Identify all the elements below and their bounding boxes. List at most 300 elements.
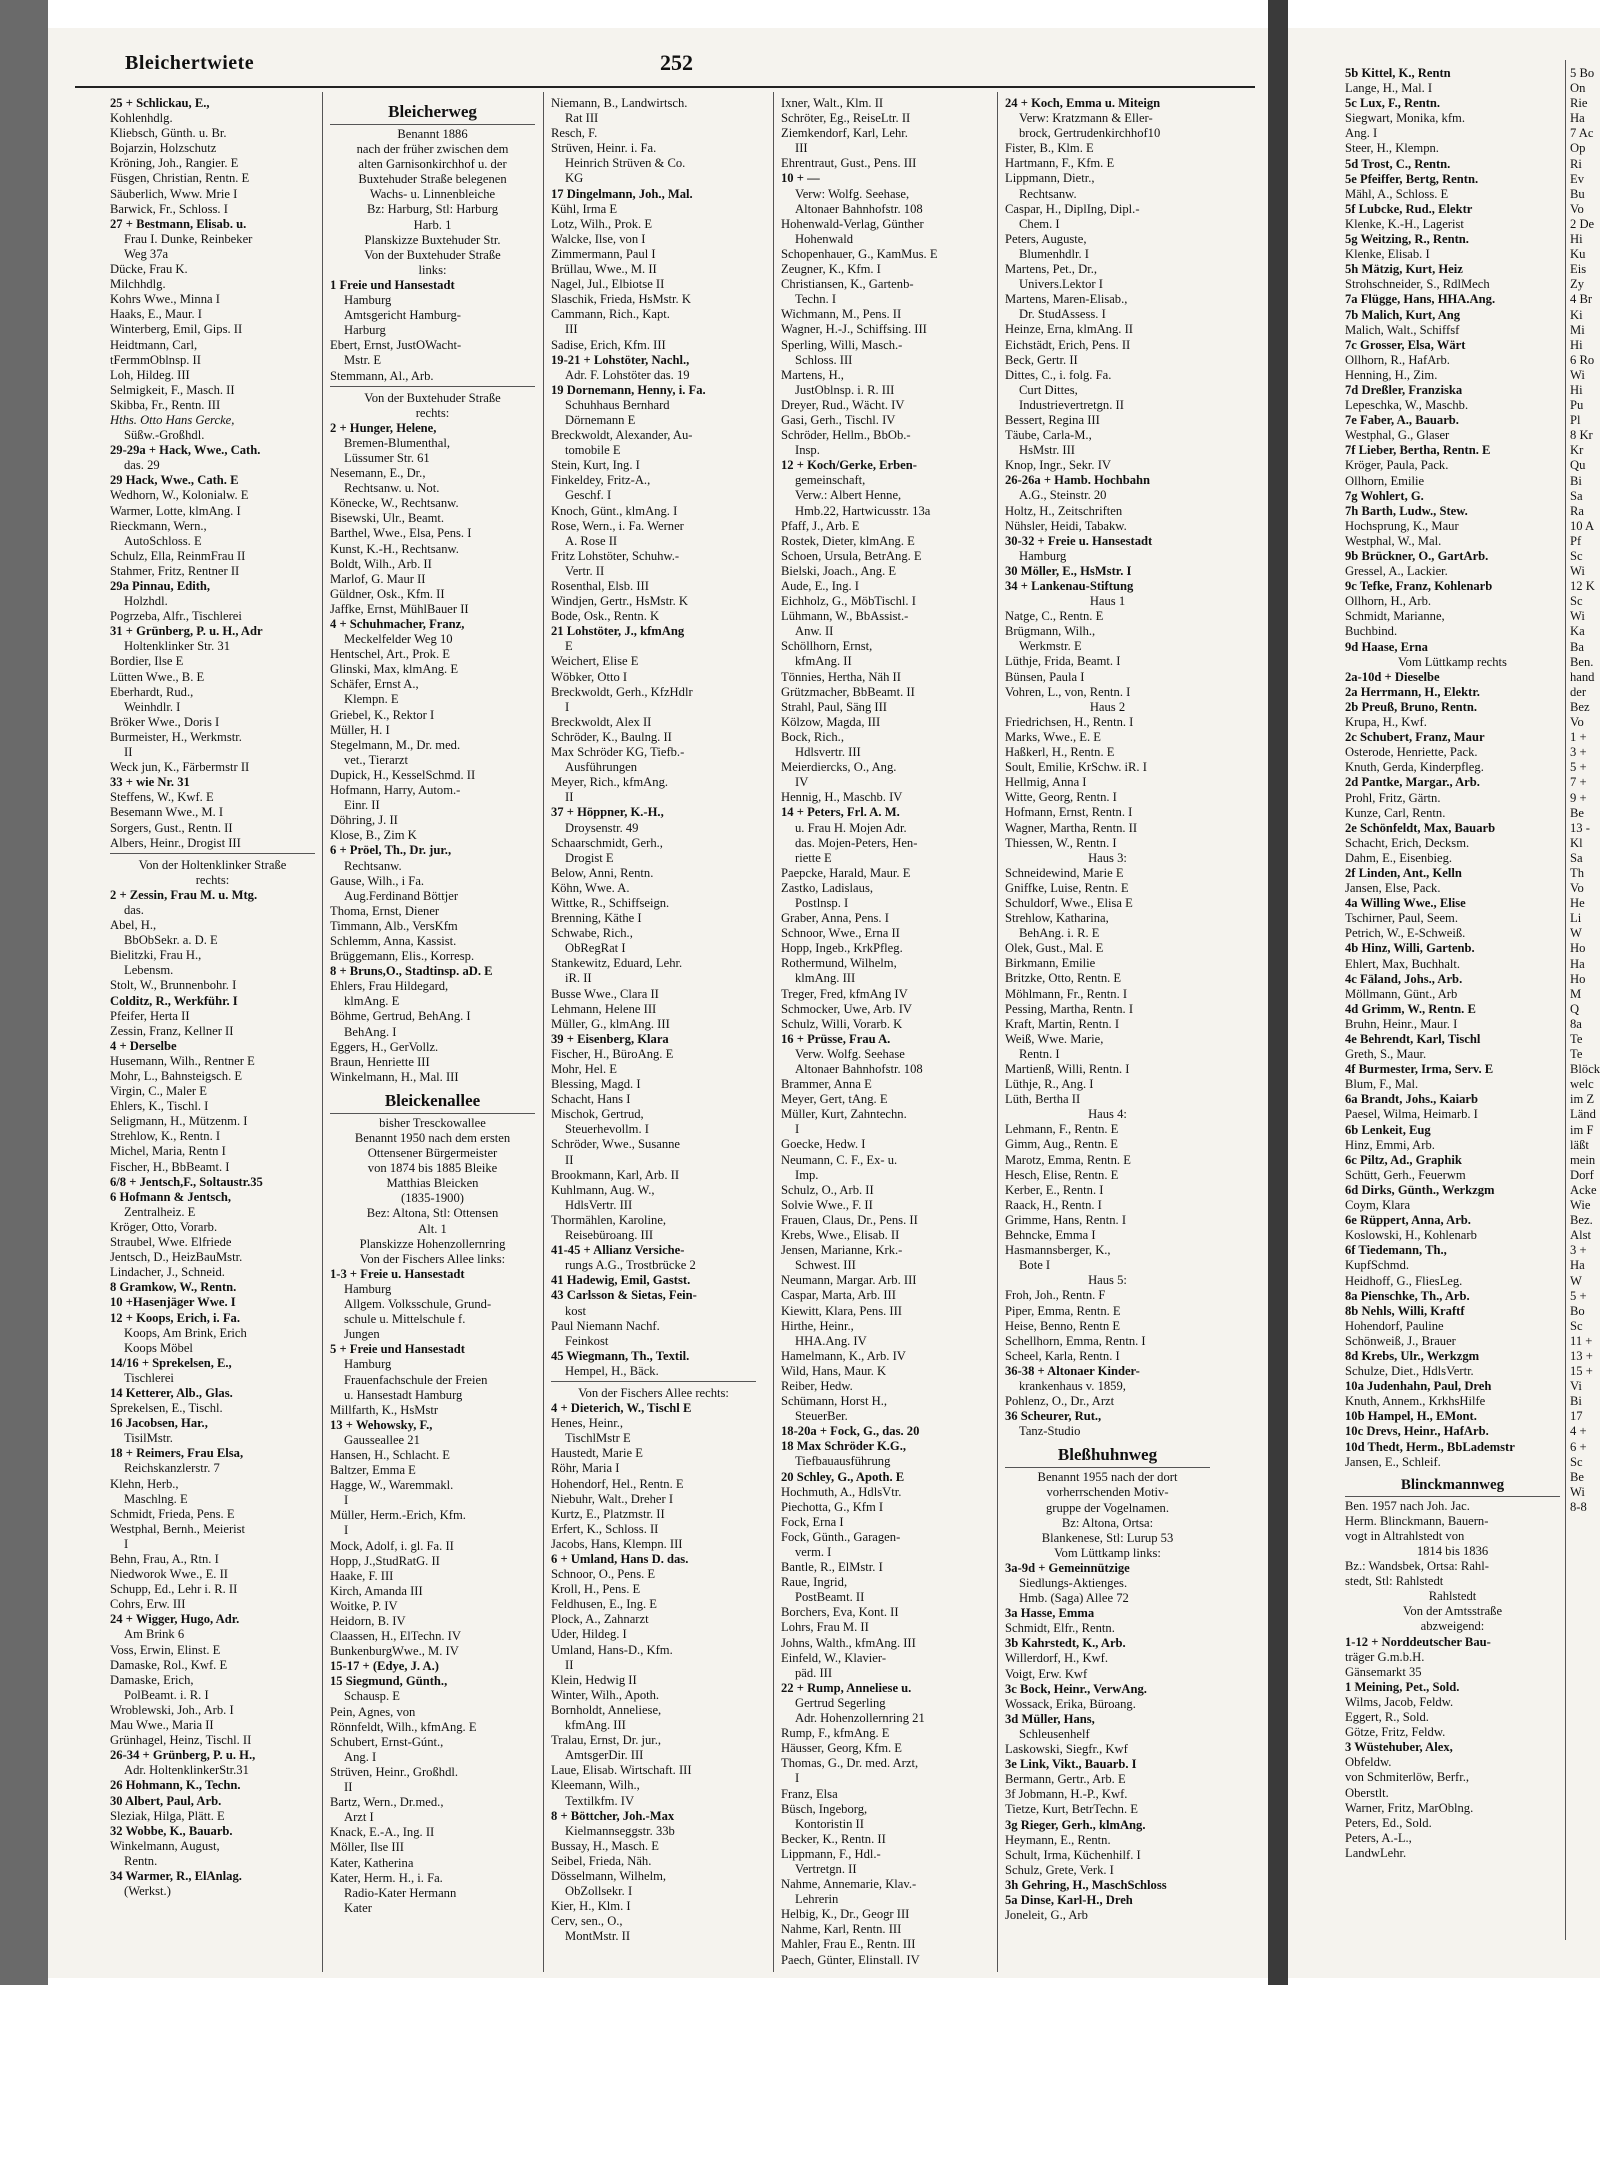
directory-entry-line: Sa [1570,850,1583,865]
directory-entry-line: Hofmann, Ernst, Rentn. I [1005,805,1133,820]
directory-entry-line: Stein, Kurt, Ing. I [551,458,640,473]
directory-entry-line: 4a Willing Wwe., Elise [1345,896,1466,911]
directory-entry-line: 4 + Derselbe [110,1038,177,1053]
directory-entry-line: 2a Herrmann, H., Elektr. [1345,684,1480,699]
directory-entry-line: Lüthje, Frida, Beamt. I [1005,654,1121,669]
directory-entry-line: A.G., Steinstr. 20 [1019,488,1107,503]
directory-entry-line: 7g Wohlert, G. [1345,488,1424,503]
directory-entry-line: 18-20a + Fock, G., das. 20 [781,1424,920,1439]
directory-entry-line: Pl [1570,413,1581,428]
directory-entry-line: Schupp, Ed., Lehr i. R. II [110,1582,238,1597]
directory-entry-line: rechts: [415,405,450,420]
directory-entry-line: Sadise, Erich, Kfm. III [551,337,666,352]
directory-entry-line: Von der Fischers Allee links: [359,1251,506,1266]
directory-entry-line: Insp. [795,443,820,458]
directory-entry-line: Kier, H., Klm. I [551,1899,631,1914]
directory-entry-line: Birkmann, Emilie [1005,956,1096,971]
directory-entry-line: Kiewitt, Klara, Pens. III [781,1303,903,1318]
directory-entry-line: Coym, Klara [1345,1198,1411,1213]
directory-entry-line: Kontoristin II [795,1816,864,1831]
directory-entry-line: Hempel, H., Bäck. [565,1363,659,1378]
directory-entry-line: Schellhorn, Emma, Rentn. I [1005,1333,1146,1348]
directory-entry-line: Ri [1570,156,1582,171]
directory-entry-line: Zentralheiz. E [124,1204,196,1219]
directory-entry-line: Zessin, Franz, Kellner II [110,1023,234,1038]
directory-entry-line: Schuldorf, Wwe., Elisa E [1005,895,1133,910]
directory-entry-line: Mischok, Gertrud, [551,1107,644,1122]
directory-entry-line: Bordier, Ilse E [110,654,184,669]
directory-entry-line: Güldner, Osk., Kfm. II [330,586,445,601]
directory-column-3 [551,96,756,1966]
directory-entry-line: Wittke, R., Schiffseign. [551,895,670,910]
directory-entry-line: Schöllhorn, Ernst, [781,639,873,654]
directory-entry-line: Te [1570,1047,1583,1062]
directory-entry-line: 9b Brückner, O., GartArb. [1345,549,1489,563]
directory-entry-line: Meierdiercks, O., Ang. [781,760,897,775]
directory-entry-line: 15 Siegmund, Günth., [330,1674,448,1689]
directory-entry-line: Gausseallee 21 [344,1432,420,1447]
directory-entry-line: Q [1570,1001,1580,1016]
directory-entry-line: Hdlsvertr. III [795,745,861,760]
directory-entry-line: 18 Max Schröder K.G., [781,1439,906,1454]
directory-entry-line: E [565,639,573,654]
directory-entry-line: Strahl, Paul, Säng III [781,699,887,714]
directory-entry-line: Kleemann, Wilh., [551,1778,640,1793]
directory-entry-line: Husemann, Wilh., Rentner E [110,1053,255,1068]
directory-entry-line: Finkeldey, Fritz-A., [551,473,651,488]
directory-entry-line: Laskowski, Siegfr., Kwf [1005,1742,1128,1757]
directory-entry-line: Winkelmann, H., Mal. III [330,1069,459,1084]
directory-entry-line: HsMstr. III [1019,443,1075,458]
directory-entry-line: Raack, H., Rentn. I [1005,1197,1102,1212]
directory-entry-line: 14 Ketterer, Alb., Glas. [110,1385,233,1400]
directory-entry-line: Britzke, Otto, Rentn. E [1005,971,1122,986]
directory-entry-line: Einfeld, W., Klavier- [781,1650,887,1665]
directory-entry-line: 32 Wobbe, K., Bauarb. [110,1823,233,1838]
directory-entry-line: Caspar, H., DiplIng, Dipl.- [1005,201,1140,216]
directory-entry-line: 1 + [1570,730,1587,745]
directory-entry-line: 39 + Eisenberg, Klara [551,1031,669,1046]
directory-entry-line: 9c Tefke, Franz, Kohlenarb [1345,579,1493,594]
directory-entry-line: Below, Anni, Rentn. [551,865,654,880]
directory-entry-line: Bussay, H., Masch. E [551,1838,659,1853]
directory-entry-line: Kirch, Amanda III [330,1583,423,1598]
directory-entry-line: 5 + [1570,1288,1587,1303]
directory-entry-line: Werkmstr. E [1019,639,1082,654]
directory-entry-line: Planskizze Hohenzollernring [359,1236,506,1251]
directory-entry-line: TisilMstr. [124,1431,173,1446]
directory-entry-line: 6 Hofmann & Jentsch, [110,1189,232,1204]
directory-entry-line: Koops, Am Brink, Erich [124,1325,247,1340]
directory-entry-line: Kl [1570,835,1583,850]
directory-entry-line: Schröder, Wwe., Susanne [551,1137,681,1152]
directory-entry-line: Zy [1570,277,1584,292]
directory-entry-line: Lindacher, J., Schneid. [110,1265,225,1280]
directory-entry-line: Siedlungs-Aktienges. [1019,1576,1128,1590]
directory-entry-line: Westphal, Bernh., Meierist [110,1521,246,1536]
directory-entry-line: Schnoor, O., Pens. E [551,1567,656,1582]
directory-entry-line: Tralau, Ernst, Dr. jur., [551,1733,662,1748]
street-heading: Blinckmannweg [1345,1474,1560,1497]
directory-entry-line: Nagel, Jul., Elbiotse II [551,277,665,292]
directory-entry-line: Von der Holtenklinker Straße [138,857,287,872]
directory-entry-line: 4f Burmester, Irma, Serv. E [1345,1062,1494,1077]
directory-entry-line: Kater [344,1900,372,1915]
directory-entry-line: Paepcke, Harald, Maur. E [781,865,911,880]
directory-entry-line: 4 + Dieterich, W., Tischl E [551,1401,692,1416]
directory-entry-line: Abel, H., [110,918,157,933]
directory-entry-line: Timmann, Alb., VersKfm [330,918,458,933]
directory-entry-line: 6 Ro [1570,352,1595,367]
directory-entry-line: Schmidt, Elfr., Rentn. [1005,1621,1115,1636]
directory-entry-line: Solvie Wwe., F. II [781,1197,873,1212]
directory-entry-line: 6 + Pröel, Th., Dr. jur., [330,843,452,858]
directory-entry-line: Hamelmann, K., Arb. IV [781,1348,906,1363]
directory-entry-line: Schulz, Grete, Verk. I [1005,1862,1114,1877]
directory-entry-line: Gniffke, Luise, Rentn. E [1005,880,1129,895]
directory-entry-line: II [344,1780,353,1795]
directory-entry-line: Möllmann, Günt., Arb [1345,986,1458,1001]
directory-entry-line: 6/8 + Jentsch,F., Soltaustr.35 [110,1174,263,1189]
directory-entry-line: von 1874 bis 1885 Bleike [367,1161,498,1176]
directory-entry-line: Jensen, Marianne, Krk.- [781,1243,903,1258]
directory-entry-line: 3b Kahrstedt, K., Arb. [1005,1636,1126,1651]
directory-entry-line: Mau Wwe., Maria II [110,1718,214,1733]
directory-entry-line: Stemmann, Al., Arb. [330,368,434,383]
directory-entry-line: gemeinschaft, [795,473,866,488]
directory-entry-line: 2b Preuß, Bruno, Rentn. [1345,699,1478,714]
directory-entry-line: Strüven, Heinr. i. Fa. [551,141,657,156]
directory-entry-line: Martens, Pet., Dr., [1005,262,1097,277]
directory-entry-line: Th [1570,865,1584,880]
column-divider [543,92,544,1972]
directory-entry-line: Mähl, A., Schloss. E [1345,186,1449,201]
directory-entry-line: Götze, Fritz, Feldw. [1345,1725,1446,1740]
directory-entry-line: Bessert, Regina III [1005,412,1100,427]
directory-entry-line: 20 Schley, G., Apoth. E [781,1469,905,1484]
directory-entry-line: He [1570,896,1585,911]
directory-entry-line: Strehlow, K., Rentn. I [110,1129,221,1144]
directory-entry-line: Fischer, H., BbBeamt. I [110,1159,230,1174]
directory-entry-line: abzweigend: [1420,1619,1485,1634]
directory-entry-line: Jansen, Else, Pack. [1345,881,1441,896]
directory-entry-line: Rump, F., kfmAng. E [781,1726,890,1741]
directory-entry-line: von Schmiterlöw, Berfr., [1345,1770,1470,1785]
directory-entry-line: Amtsgericht Hamburg- [344,308,461,323]
directory-entry-line: krankenhaus v. 1859, [1019,1378,1126,1393]
directory-entry-line: Petrich, W., E-Schweiß. [1345,926,1466,941]
directory-entry-line: Heinrich Strüven & Co. [565,156,686,171]
directory-entry-line: 5c Lux, F., Rentn. [1345,96,1441,111]
directory-entry-line: klmAng. III [795,971,856,986]
directory-entry-line: 16 Jacobsen, Har., [110,1416,208,1431]
directory-entry-line: Hohenwald [795,231,854,246]
directory-entry-line: 7a Flügge, Hans, HHA.Ang. [1345,292,1496,307]
directory-entry-line: 41 Hadewig, Emil, Gastst. [551,1273,691,1288]
directory-entry-line: Eggert, R., Sold. [1345,1710,1429,1725]
directory-entry-line: Bermann, Gertr., Arb. E [1005,1772,1126,1787]
directory-entry-line: Eichholz, G., MöbTischl. I [781,594,916,609]
directory-entry-line: Pfeifer, Herta II [110,1008,190,1023]
directory-entry-line: Schaarschmidt, Gerh., [551,835,663,850]
directory-entry-line: iR. II [565,971,592,986]
directory-entry-line: Lange, H., Mal. I [1345,81,1433,96]
directory-entry-line: Vertretgn. II [795,1861,857,1876]
directory-entry-line: 6 + Umland, Hans D. das. [551,1552,689,1566]
directory-entry-line: Mohr, L., Bahnsteigsch. E [110,1069,243,1083]
directory-entry-line: PolBeamt. i. R. I [124,1687,209,1702]
directory-entry-line: 6 + [1570,1439,1587,1454]
directory-entry-line: Schuhhaus Bernhard [565,397,670,412]
directory-entry-line: Helbig, K., Dr., Geogr III [781,1907,910,1922]
directory-entry-line: Westphal, W., Mal. [1345,533,1442,548]
directory-entry-line: Wroblewski, Joh., Arb. I [110,1702,234,1717]
directory-entry-line: Weiß, Wwe. Marie, [1005,1031,1104,1046]
directory-entry-line: Rie [1570,96,1588,111]
directory-entry-line: 2f Linden, Ant., Kelln [1345,865,1462,880]
directory-entry-line: Claassen, H., ElTechn. IV [330,1629,461,1644]
directory-entry-line: 4b Hinz, Willi, Gartenb. [1345,941,1475,956]
directory-entry-line: Hentschel, Art., Prok. E [330,647,450,662]
directory-entry-line: 24 + Wigger, Hugo, Adr. [110,1612,240,1627]
street-heading: Bleßhuhnweg [1005,1443,1210,1468]
directory-entry-line: Dittes, C., i. folg. Fa. [1005,367,1112,382]
directory-entry-line: Hesch, Elise, Rentn. E [1005,1167,1119,1182]
directory-entry-line: vogt in Altrahlstedt von [1345,1528,1465,1543]
directory-entry-line: tFermmOblnsp. II [110,352,201,367]
directory-entry-line: Von der Amtsstraße [1402,1604,1503,1619]
directory-entry-line: Haus 1 [1089,594,1126,609]
directory-entry-line: Breckwoldt, Gerh., KfzHdlr [551,684,693,699]
directory-entry-line: Ka [1570,624,1585,639]
directory-entry-line: Schulz, Willi, Vorarb. K [781,1016,903,1031]
directory-entry-line: IV [795,775,809,790]
directory-entry-line: Grünhagel, Heinz, Tischl. II [110,1733,252,1748]
directory-entry-line: 12 + Koops, Erich, i. Fa. [110,1310,240,1325]
directory-entry-line: Be [1570,805,1584,820]
running-head: Bleichertwiete [125,52,255,74]
directory-entry-line: Ehlers, K., Tischl. I [110,1099,209,1114]
directory-entry-line: Schlemm, Anna, Kassist. [330,933,457,948]
directory-entry-line: 8 + Bruns,O., Stadtinsp. aD. E [330,964,493,979]
directory-entry-line: 34 + Lankenau-Stiftung [1005,579,1134,593]
directory-entry-line: 2 De [1570,216,1595,231]
directory-entry-line: Bantle, R., ElMstr. I [781,1560,883,1575]
directory-entry-line: Heymann, E., Rentn. [1005,1832,1111,1847]
directory-entry-line: 7 + [1570,775,1587,790]
directory-entry-line: Pessing, Martha, Rentn. I [1005,1001,1134,1016]
directory-entry-line: Bz: Altona, Ortsa: [1061,1515,1154,1530]
directory-entry-line: Möller, Ilse III [330,1840,404,1855]
directory-entry-line: Heidtmann, Carl, [110,337,198,352]
directory-entry-line: Von der Buxtehuder Straße [364,390,501,405]
directory-entry-line: Mstr. E [344,353,382,368]
directory-entry-line: II [565,790,574,805]
directory-entry-line: 17 Dingelmann, Joh., Mal. [551,186,693,201]
directory-entry-line: Schacht, Erich, Decksm. [1345,835,1470,850]
directory-entry-line: 36-38 + Altonaer Kinder- [1005,1363,1140,1378]
directory-entry-line: Kurtz, E., Platzmstr. II [551,1506,665,1521]
directory-entry-line: Borchers, Eva, Kont. II [781,1605,899,1620]
directory-entry-line: Böhme, Gertrud, BehAng. I [330,1009,471,1024]
directory-entry-line: mein [1570,1152,1596,1167]
directory-entry-line: Frau I. Dunke, Reinbeker [124,231,253,246]
directory-entry-line: 27 + Bestmann, Elisab. u. [110,216,247,231]
directory-entry-line: brock, Gertrudenkirchhof10 [1019,126,1161,141]
scan-left-margin [0,0,48,1985]
directory-entry-line: Schneidewind, Marie E [1005,865,1124,880]
directory-entry-line: Loh, Hildeg. III [110,367,190,382]
directory-entry-line: im Z [1570,1092,1595,1107]
directory-entry-line: Harb. 1 [413,217,452,232]
directory-entry-line: Kunst, K.-H., Rechtsanw. [330,541,459,556]
directory-entry-line: Ku [1570,247,1586,262]
directory-entry-line: träger G.m.b.H. [1345,1649,1425,1664]
directory-entry-line: Bartz, Wern., Dr.med., [330,1795,444,1810]
directory-entry-line: Winterberg, Emil, Gips. II [110,322,243,337]
directory-entry-line: Op [1570,141,1586,156]
directory-entry-line: Droysenstr. 49 [565,820,639,835]
directory-entry-line: 3e Link, Vikt., Bauarb. I [1005,1757,1137,1772]
directory-entry-line: 7c Grosser, Elsa, Wärt [1345,337,1466,352]
directory-entry-line: Tanz-Studio [1019,1424,1081,1439]
directory-entry-line: 10 + — [781,171,820,186]
directory-entry-line: Paech, Günter, Elinstall. IV [781,1952,920,1966]
directory-entry-line: 1-12 + Norddeutscher Bau- [1345,1634,1491,1649]
directory-entry-line: MontMstr. II [565,1929,631,1944]
directory-entry-line: Schwabe, Rich., [551,926,633,941]
directory-entry-line: Ziemkendorf, Karl, Lehr. [781,126,908,141]
directory-entry-line: Bi [1570,1394,1582,1409]
directory-entry-line: Länd [1570,1107,1596,1122]
directory-entry-line: Herm. Blinckmann, Bauern- [1345,1513,1489,1528]
directory-entry-line: KG [565,171,584,186]
directory-entry-line: Röhr, Maria I [551,1461,620,1476]
directory-entry-line: 33 + wie Nr. 31 [110,775,190,790]
directory-entry-line: 10a Judenhahn, Paul, Dreh [1345,1379,1492,1394]
directory-entry-line: Jansen, E., Schleif. [1345,1454,1441,1469]
directory-entry-line: kfmAng. II [795,654,852,669]
directory-column-2 [330,96,535,1966]
directory-entry-line: Wi [1570,609,1585,624]
directory-entry-line: Treger, Fred, kfmAng IV [781,986,908,1001]
directory-entry-line: Resch, F. [551,126,598,141]
directory-entry-line: Altonaer Bahnhofstr. 108 [795,1062,923,1076]
directory-entry-line: Seligmann, H., Mützenm. I [110,1114,248,1129]
directory-entry-line: Kr [1570,443,1584,458]
directory-entry-line: 29-29a + Hack, Wwe., Cath. [110,443,261,458]
directory-entry-line: Knack, E.-A., Ing. II [330,1825,435,1840]
directory-entry-line: Witte, Georg, Rentn. I [1005,790,1117,805]
directory-entry-line: Süßw.-Großhdl. [124,428,205,443]
directory-entry-line: 5 + [1570,760,1587,775]
directory-entry-line: Kater, Herm. H., i. Fa. [330,1870,443,1885]
directory-entry-line: Bremen-Blumenthal, [344,435,450,450]
directory-entry-line: Sc [1570,549,1583,563]
directory-entry-line: Stegelmann, M., Dr. med. [330,737,461,752]
directory-entry-line: Wi [1570,367,1585,382]
directory-entry-line: 7h Barth, Ludw., Stew. [1345,503,1468,518]
directory-entry-line: 5b Kittel, K., Rentn [1345,66,1451,80]
directory-entry-line: Graber, Anna, Pens. I [781,911,889,926]
directory-entry-line: II [124,745,133,760]
directory-entry-line: Neumann, Margar. Arb. III [781,1273,917,1288]
directory-entry-line: 6b Lenkeit, Eug [1345,1122,1431,1137]
directory-entry-line: Strohschneider, S., RdlMech [1345,277,1490,292]
directory-entry-line: Tönnies, Hertha, Näh II [781,669,901,684]
directory-entry-line: Nühsler, Heidi, Tabakw. [1005,518,1127,533]
directory-entry-line: Strüven, Heinr., Großhdl. [330,1764,459,1779]
directory-entry-line: Rentn. I [1019,1046,1060,1061]
directory-entry-line: Goecke, Hedw. I [781,1137,866,1152]
directory-entry-line: Frauen, Claus, Dr., Pens. II [781,1212,918,1227]
directory-entry-line: Chem. I [1019,216,1060,231]
directory-entry-line: Wossack, Erika, Büroang. [1005,1696,1136,1711]
directory-entry-line: Brüllau, Wwe., M. II [551,262,657,277]
directory-entry-line: Eberhardt, Rud., [110,684,194,699]
directory-entry-line: 36 Scheurer, Rut., [1005,1409,1102,1424]
directory-entry-line: Schulze, Diet., HdlsVertr. [1345,1364,1474,1379]
directory-entry-line: Slaschik, Frieda, HsMstr. K [551,292,691,307]
directory-entry-line: Obfeldw. [1345,1755,1392,1770]
directory-entry-line: Wi [1570,1484,1585,1499]
directory-entry-line: Tiefbauausführung [795,1454,891,1469]
directory-entry-line: Schmidt, Marianne, [1345,609,1445,624]
directory-entry-line: Steer, H., Klempn. [1345,141,1439,156]
directory-entry-line: Schausp. E [344,1689,400,1704]
directory-entry-line: HdlsVertr. III [565,1197,633,1212]
directory-entry-line: Am Brink 6 [124,1627,185,1642]
directory-entry-line: Ollhorn, Emilie [1345,473,1425,488]
directory-entry-line: Hellmig, Anna I [1005,775,1087,790]
directory-entry-line: 7b Malich, Kurt, Ang [1345,307,1461,322]
directory-entry-line: Wi [1570,564,1585,579]
directory-entry-line: Kohrs Wwe., Minna I [110,292,220,307]
directory-entry-line: hand [1570,669,1595,684]
directory-entry-line: Qu [1570,458,1586,473]
directory-entry-line: Wichmann, M., Pens. II [781,307,902,322]
directory-entry-line: päd. III [795,1665,833,1680]
directory-entry-line: Weichert, Elise E [551,654,639,669]
directory-entry-line: Christiansen, K., Gartenb- [781,277,914,292]
directory-entry-line: Sleziak, Hilga, Plätt. E [110,1808,225,1823]
directory-entry-line: Oberstlt. [1345,1785,1389,1800]
directory-entry-line: Pu [1570,398,1584,413]
directory-entry-line: Burmeister, H., Werkmstr. [110,729,242,744]
directory-entry-line: Schönweiß, J., Brauer [1345,1333,1456,1348]
directory-entry-line: Heidorn, B. IV [330,1614,406,1628]
directory-entry-line: Baltzer, Emma E [330,1463,416,1478]
directory-entry-line: Benannt 1955 nach der dort [1037,1470,1178,1485]
directory-entry-line: Blessing, Magd. I [551,1077,641,1092]
directory-entry-line: Kraft, Martin, Rentn. I [1005,1016,1120,1031]
directory-entry-line: schule u. Mittelschule f. [344,1312,466,1327]
directory-entry-line: Erfert, K., Schloss. II [551,1521,659,1536]
directory-entry-line: 4 + [1570,1424,1587,1439]
directory-entry-line: rungs A.G., Trostbrücke 2 [565,1258,696,1273]
directory-entry-line: Weck jun, K., Färbermstr II [110,760,250,775]
directory-entry-line: 24 + Koch, Emma u. Miteign [1005,96,1161,110]
directory-column-1 [110,96,315,1966]
directory-entry-line: Gasi, Gerh., Tischl. IV [781,412,896,427]
directory-entry-line: 2 + Hunger, Helene, [330,420,437,435]
directory-entry-line: Michel, Maria, Rentn I [110,1144,226,1159]
directory-entry-line: Froh, Joh., Rentn. F [1005,1288,1106,1303]
directory-entry-line: Grimme, Hans, Rentn. I [1005,1212,1127,1227]
directory-entry-line: Hennig, H., Maschb. IV [781,790,903,805]
directory-entry-line: im F [1570,1122,1594,1137]
directory-entry-line: Kuhlmann, Aug. W., [551,1182,655,1197]
